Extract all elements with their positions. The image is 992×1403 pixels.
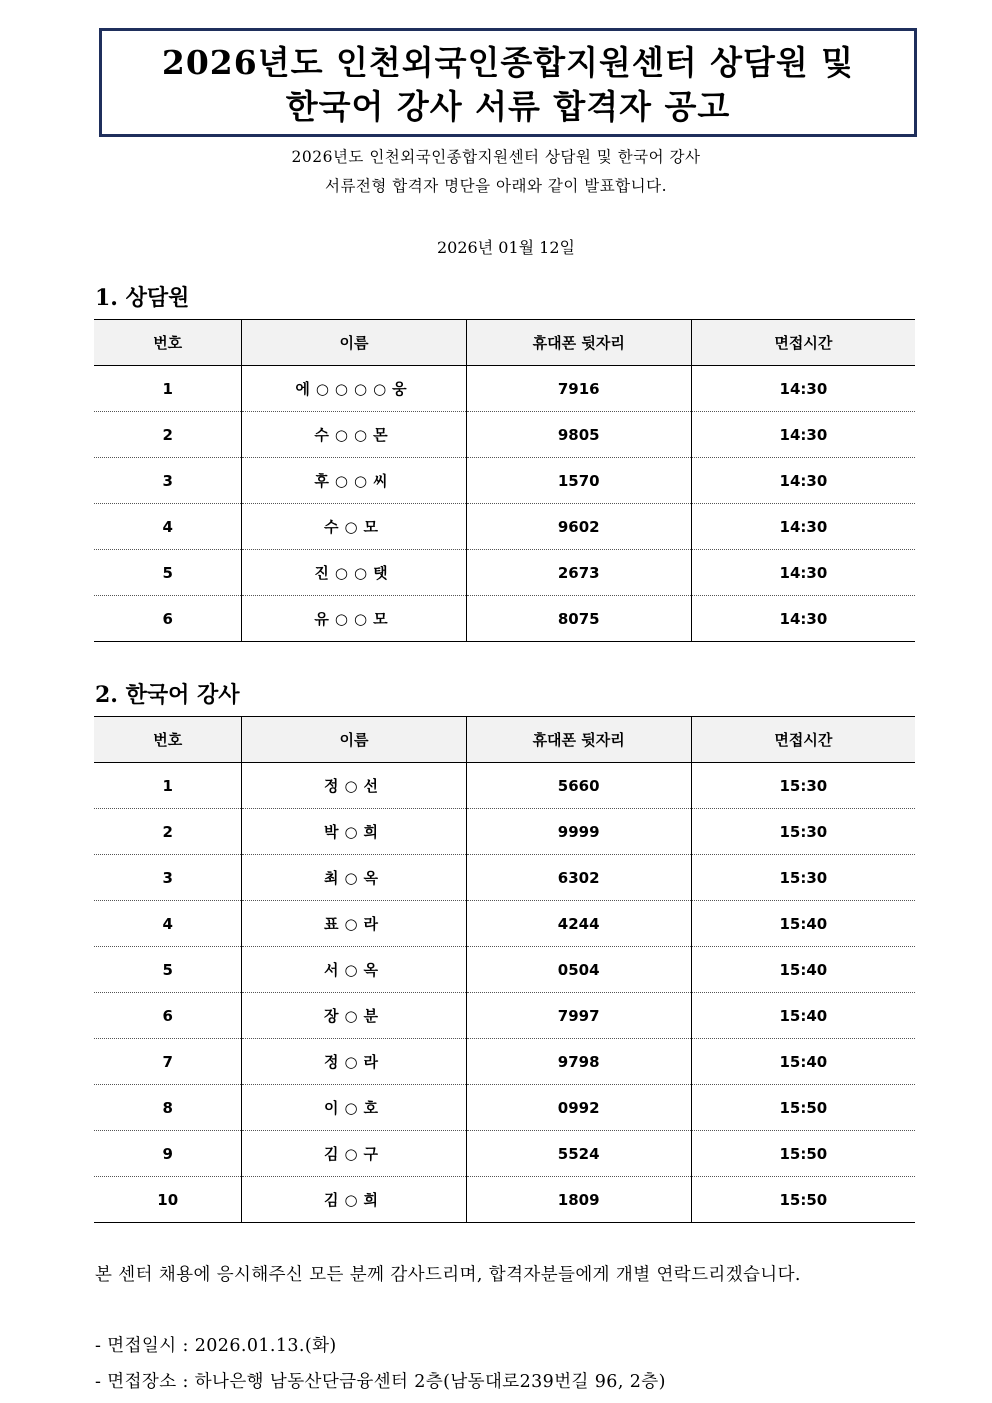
row-number: 3: [94, 458, 242, 504]
phone-last-digits: 6302: [466, 855, 691, 901]
applicant-name: 장○분: [242, 993, 466, 1039]
phone-last-digits: 5660: [466, 763, 691, 809]
row-number: 4: [94, 901, 242, 947]
closing-message: 본 센터 채용에 응시해주신 모든 분께 감사드리며, 합격자분들에게 개별 연락드리겠습니다.: [95, 1265, 801, 1285]
phone-last-digits: 1570: [466, 458, 691, 504]
applicant-name: 진○○탯: [242, 550, 466, 596]
phone-last-digits: 2673: [466, 550, 691, 596]
table-row: [94, 504, 915, 550]
section-2-title: 2. 한국어 강사: [95, 682, 240, 708]
phone-last-digits: 9805: [466, 412, 691, 458]
applicant-name: 최○옥: [242, 855, 466, 901]
interview-time: 14:30: [691, 550, 915, 596]
phone-last-digits: 7916: [466, 366, 691, 412]
phone-last-digits: 9999: [466, 809, 691, 855]
applicant-name: 수○모: [242, 504, 466, 550]
phone-last-digits: 9798: [466, 1039, 691, 1085]
table-row: [94, 809, 915, 855]
phone-last-digits: 1809: [466, 1177, 691, 1223]
applicant-name: 김○희: [242, 1177, 466, 1223]
applicant-name: 수○○몬: [242, 412, 466, 458]
interview-time: 15:30: [691, 809, 915, 855]
header-name: 이름: [242, 320, 466, 366]
interview-time: 14:30: [691, 596, 915, 642]
intro-line-1: 2026년도 인천외국인종합지원센터 상담원 및 한국어 강사: [291, 148, 701, 166]
interview-time: 15:50: [691, 1085, 915, 1131]
interview-time: 15:40: [691, 993, 915, 1039]
table-row: [94, 412, 915, 458]
table-header-row: [94, 320, 915, 366]
interview-time: 15:40: [691, 901, 915, 947]
interview-time: 15:30: [691, 763, 915, 809]
table-row: [94, 947, 915, 993]
interview-date: - 면접일시 : 2026.01.13.(화): [95, 1336, 337, 1356]
header-number: 번호: [94, 320, 242, 366]
applicant-name: 정○선: [242, 763, 466, 809]
header-name: 이름: [242, 717, 466, 763]
row-number: 3: [94, 855, 242, 901]
interview-time: 15:30: [691, 855, 915, 901]
interview-time: 14:30: [691, 504, 915, 550]
applicant-name: 표○라: [242, 901, 466, 947]
row-number: 1: [94, 366, 242, 412]
table-row: [94, 855, 915, 901]
row-number: 1: [94, 763, 242, 809]
page-title-line-1: 2026년도 인천외국인종합지원센터 상담원 및: [161, 43, 855, 82]
header-time: 면접시간: [691, 320, 915, 366]
table-row: [94, 596, 915, 642]
title-box: [99, 28, 917, 137]
table-row: [94, 458, 915, 504]
row-number: 10: [157, 1190, 179, 1209]
interview-place: - 면접장소 : 하나은행 남동산단금융센터 2층(남동대로239번길 96, 2층): [95, 1372, 666, 1392]
applicant-name: 후○○씨: [242, 458, 466, 504]
applicant-name: 이○호: [242, 1085, 466, 1131]
row-number: 4: [94, 504, 242, 550]
phone-last-digits: 9602: [466, 504, 691, 550]
section-1-title: 1. 상담원: [95, 285, 190, 311]
phone-last-digits: 5524: [466, 1131, 691, 1177]
announcement-date: 2026년 01월 12일: [437, 238, 575, 257]
row-number: 8: [94, 1085, 242, 1131]
phone-last-digits: 0504: [466, 947, 691, 993]
table-row: [94, 763, 915, 809]
header-time: 면접시간: [691, 717, 915, 763]
phone-last-digits: 0992: [466, 1085, 691, 1131]
header-number: 번호: [94, 717, 242, 763]
row-number: 2: [94, 809, 242, 855]
table-row: [94, 1131, 915, 1177]
interview-time: 15:40: [691, 1039, 915, 1085]
counselor-table-body: [94, 366, 915, 642]
row-number: 5: [94, 947, 242, 993]
applicant-name: 서○옥: [242, 947, 466, 993]
phone-last-digits: 7997: [466, 993, 691, 1039]
interview-time: 14:30: [691, 412, 915, 458]
row-number: 7: [94, 1039, 242, 1085]
korean-teacher-table-body: [94, 763, 915, 1223]
row-number: 5: [94, 550, 242, 596]
table-row: [94, 550, 915, 596]
applicant-name: 정○라: [242, 1039, 466, 1085]
korean-teacher-table: [94, 716, 915, 1223]
phone-last-digits: 4244: [466, 901, 691, 947]
table-row: [94, 993, 915, 1039]
phone-last-digits: 8075: [466, 596, 691, 642]
table-header-row: [94, 717, 915, 763]
applicant-name: 유○○모: [242, 596, 466, 642]
page-title-line-2: 한국어 강사 서류 합격자 공고: [285, 87, 731, 126]
header-phone: 휴대폰 뒷자리: [466, 717, 691, 763]
header-phone: 휴대폰 뒷자리: [466, 320, 691, 366]
interview-time: 15:50: [691, 1177, 915, 1223]
intro-line-2: 서류전형 합격자 명단을 아래와 같이 발표합니다.: [324, 177, 668, 195]
interview-time: 15:40: [691, 947, 915, 993]
table-row: [94, 366, 915, 412]
table-row: [94, 901, 915, 947]
row-number: 2: [94, 412, 242, 458]
row-number: 6: [94, 993, 242, 1039]
table-row: [94, 1177, 915, 1223]
counselor-table: [94, 319, 915, 642]
row-number: 6: [162, 609, 173, 628]
interview-time: 15:50: [691, 1131, 915, 1177]
applicant-name: 박○희: [242, 809, 466, 855]
row-number: 9: [94, 1131, 242, 1177]
interview-time: 14:30: [691, 458, 915, 504]
applicant-name: 에○○○○웅: [242, 366, 466, 412]
table-row: [94, 1039, 915, 1085]
table-row: [94, 1085, 915, 1131]
applicant-name: 김○구: [242, 1131, 466, 1177]
interview-time: 14:30: [691, 366, 915, 412]
